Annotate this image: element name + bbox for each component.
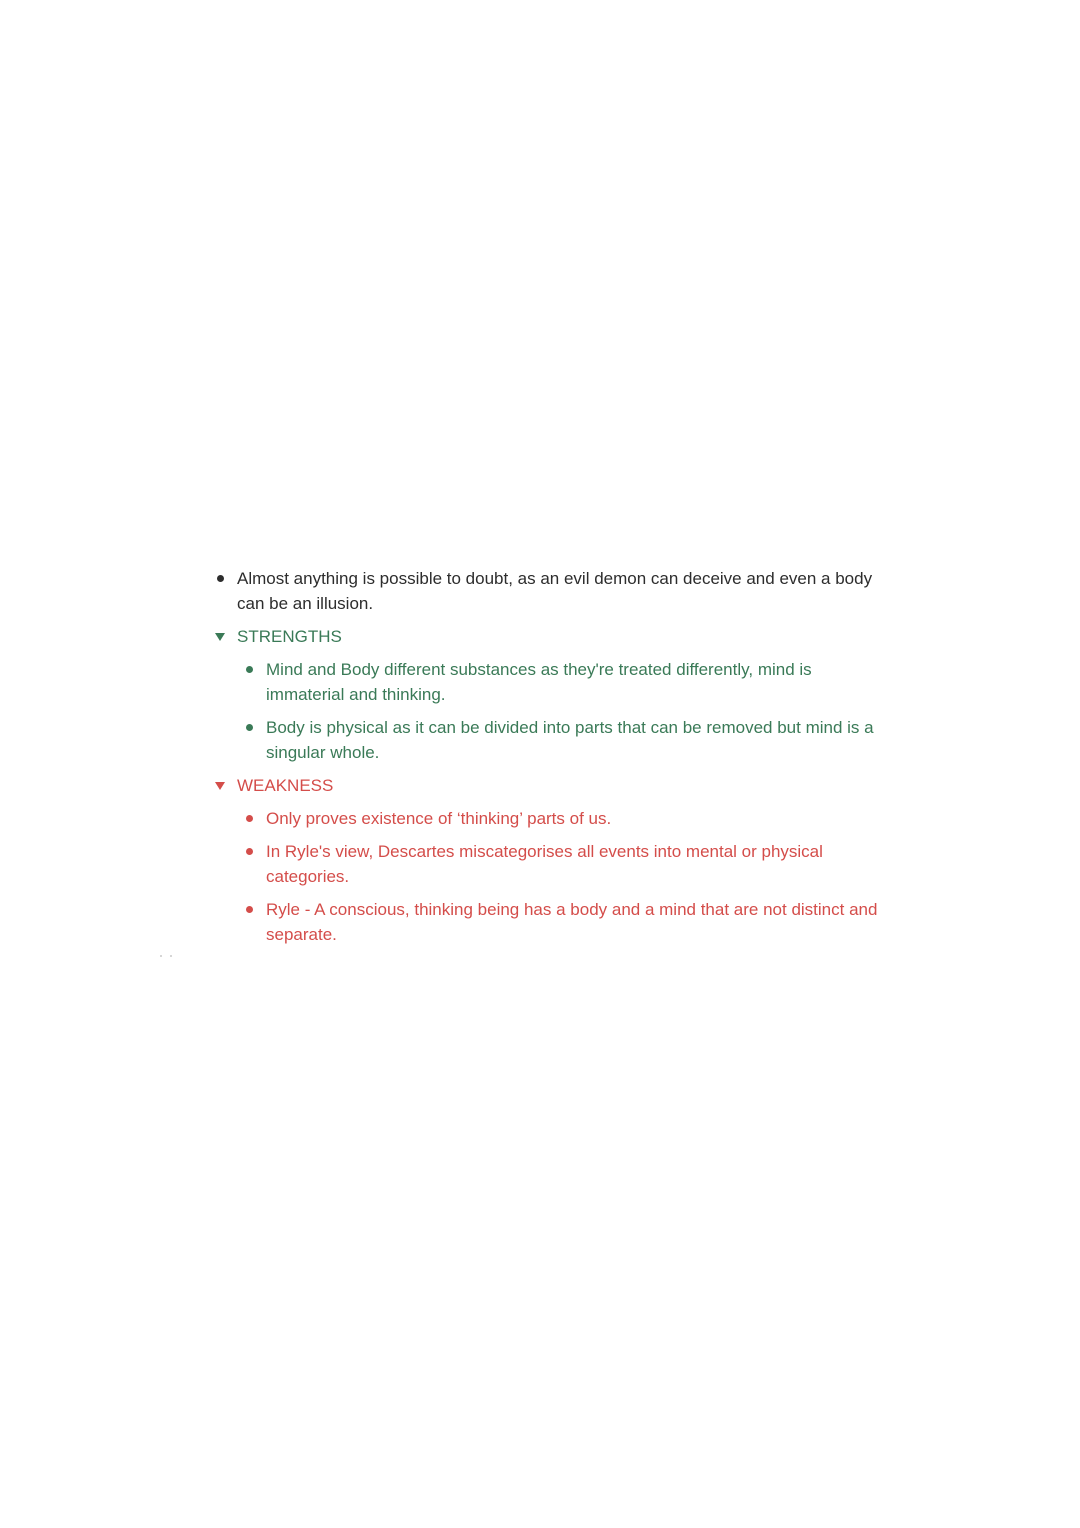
triangle-down-icon[interactable] [212, 624, 237, 649]
triangle-down-icon[interactable] [212, 773, 237, 798]
weakness-item [212, 897, 882, 947]
strength-text: Mind and Body different substances as they're treated differently, mind is immaterial and thinking. [266, 660, 812, 704]
toggle-label-weakness: WEAKNESS [237, 776, 334, 795]
drag-handle-icon[interactable] [160, 953, 172, 959]
toggle-label-strengths: STRENGTHS [237, 627, 342, 646]
weakness-item [212, 806, 882, 831]
bullet-dot-icon [241, 806, 266, 831]
weakness-item [212, 839, 882, 889]
strength-item [212, 715, 882, 765]
bullet-dot-icon [212, 566, 237, 591]
weakness-text: Ryle - A conscious, thinking being has a body and a mind that are not distinct and separate. [266, 900, 878, 944]
bullet-dot-icon [241, 657, 266, 682]
weakness-text: In Ryle's view, Descartes miscategorises all events into mental or physical categories. [266, 842, 823, 886]
toggle-strengths[interactable] [212, 624, 882, 649]
toggle-weakness[interactable] [212, 773, 882, 798]
strength-text: Body is physical as it can be divided into parts that can be removed but mind is a singular whole. [266, 718, 874, 762]
bullet-dot-icon [241, 897, 266, 922]
weakness-text: Only proves existence of ‘thinking’ parts of us. [266, 809, 612, 828]
strength-item [212, 657, 882, 707]
bullet-dot-icon [241, 715, 266, 740]
notes-block [212, 566, 882, 947]
bullet-item-intro [212, 566, 882, 616]
bullet-dot-icon [241, 839, 266, 864]
bullet-text: Almost anything is possible to doubt, as an evil demon can deceive and even a body can be an illusion. [237, 569, 873, 613]
